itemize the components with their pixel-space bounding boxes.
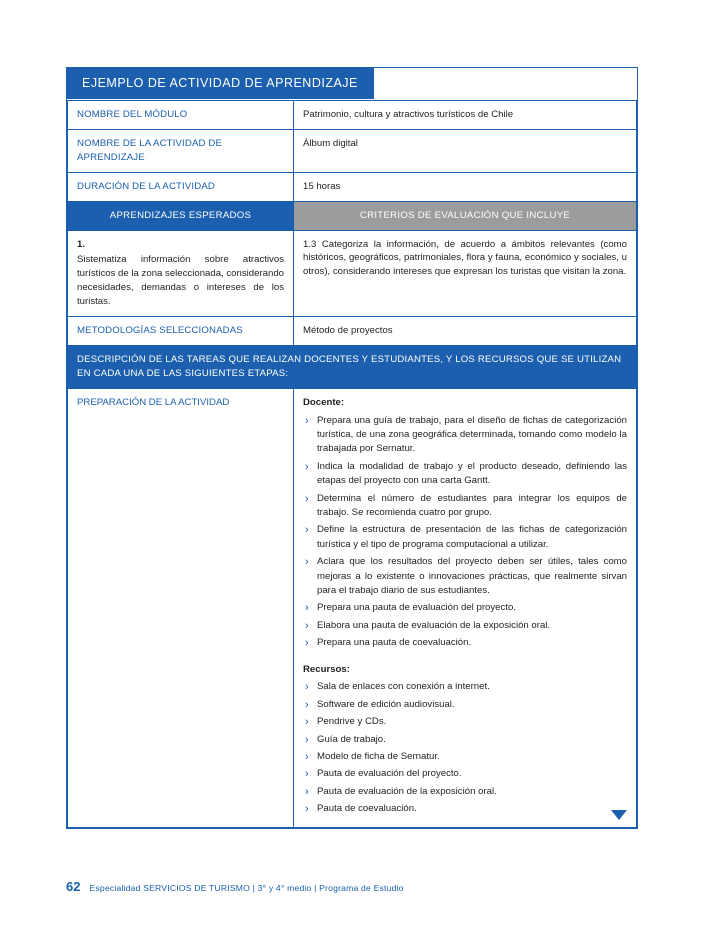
list-item: › Pauta de evaluación de la exposición oral. [303,785,627,799]
table-row [68,230,637,317]
page-title: EJEMPLO DE ACTIVIDAD DE APRENDIZAJE [82,76,358,90]
row-value-modulo: Patrimonio, cultura y atractivos turísticos de Chile [294,101,637,130]
table-row [68,172,637,201]
table-row [68,317,637,346]
activity-frame [66,67,638,829]
row-value-duracion: 15 horas [294,172,637,201]
list-item: › Prepara una pauta de evaluación del proyecto. [303,601,627,615]
row-label-modulo: NOMBRE DEL MÓDULO [68,101,294,130]
page-number: 62 [66,879,81,894]
recursos-list [303,680,627,816]
row-value-metodologias: Método de proyectos [294,317,637,346]
list-item: › Pendrive y CDs. [303,715,627,729]
activity-table-wrap [67,100,637,828]
list-item: › Software de edición audiovisual. [303,698,627,712]
docente-list [303,414,627,651]
aprendizaje-number: 1. [77,238,86,250]
list-item: › Pauta de evaluación del proyecto. [303,767,627,781]
list-item: › Aclara que los resultados del proyecto deben ser útiles, tales como mejoras a lo existente o innovaciones prácticas, que realmente sirvan para el trabajo diario de sus estudiantes. [303,555,627,598]
docente-heading: Docente: [303,396,345,408]
list-item: › Elabora una pauta de evaluación de la exposición oral. [303,619,627,633]
activity-table [67,100,637,828]
header-aprendizajes-esperados: APRENDIZAJES ESPERADOS [68,201,294,230]
table-header-row [68,201,637,230]
table-row [68,345,637,388]
table-row [68,101,637,130]
list-item: › Prepara una pauta de coevaluación. [303,636,627,650]
header-criterios-evaluacion: CRITERIOS DE EVALUACIÓN QUE INCLUYE [294,201,637,230]
row-value-actividad: Álbum digital [294,129,637,172]
continuation-triangle-icon [611,810,627,820]
descripcion-band: DESCRIPCIÓN DE LAS TAREAS QUE REALIZAN DOCENTES Y ESTUDIANTES, Y LOS RECURSOS QUE SE UTILIZAN EN CADA UNA DE LAS SIGUIENTES ETAPAS: [68,345,637,388]
list-item: › Guía de trabajo. [303,733,627,747]
list-item: › Indica la modalidad de trabajo y el producto deseado, definiendo las etapas del proyecto con una carta Gantt. [303,460,627,489]
etapa-body [294,388,637,827]
recursos-heading: Recursos: [303,663,350,675]
footer-text: Especialidad SERVICIOS DE TURISMO | 3° y 4° medio | Programa de Estudio [89,883,404,893]
table-row [68,388,637,827]
aprendizaje-text: Sistematiza información sobre atractivos turísticos de la zona seleccionada, considerando necesidades, demandas o intereses de los turistas. [77,254,284,308]
table-row [68,129,637,172]
list-item: › Sala de enlaces con conexión a internet. [303,680,627,694]
list-item: › Pauta de coevaluación. [303,802,627,816]
section-title-tab [66,67,374,99]
criterio-cell: 1.3 Categoriza la información, de acuerdo a ámbitos relevantes (como históricos, geográficos, patrimoniales, flora y fauna, económico y sociales, u otros), considerando intereses que expresan los turistas que visitan la zona. [294,230,637,317]
row-label-metodologias: METODOLOGÍAS SELECCIONADAS [68,317,294,346]
list-item: › Define la estructura de presentación de las fichas de categorización turística y el tipo de programa computacional a utilizar. [303,523,627,552]
etapa-label: PREPARACIÓN DE LA ACTIVIDAD [68,388,294,827]
page-footer [66,879,404,894]
list-item: › Determina el número de estudiantes para integrar los equipos de trabajo. Se recomienda cuatro por grupo. [303,492,627,521]
row-label-duracion: DURACIÓN DE LA ACTIVIDAD [68,172,294,201]
list-item: › Prepara una guía de trabajo, para el diseño de fichas de categorización turística, de una zona geográfica determinada, tomando como modelo la trabajada por Sernatur. [303,414,627,457]
aprendizaje-cell [68,230,294,317]
row-label-actividad: NOMBRE DE LA ACTIVIDAD DE APRENDIZAJE [68,129,294,172]
list-item: › Modelo de ficha de Sernatur. [303,750,627,764]
